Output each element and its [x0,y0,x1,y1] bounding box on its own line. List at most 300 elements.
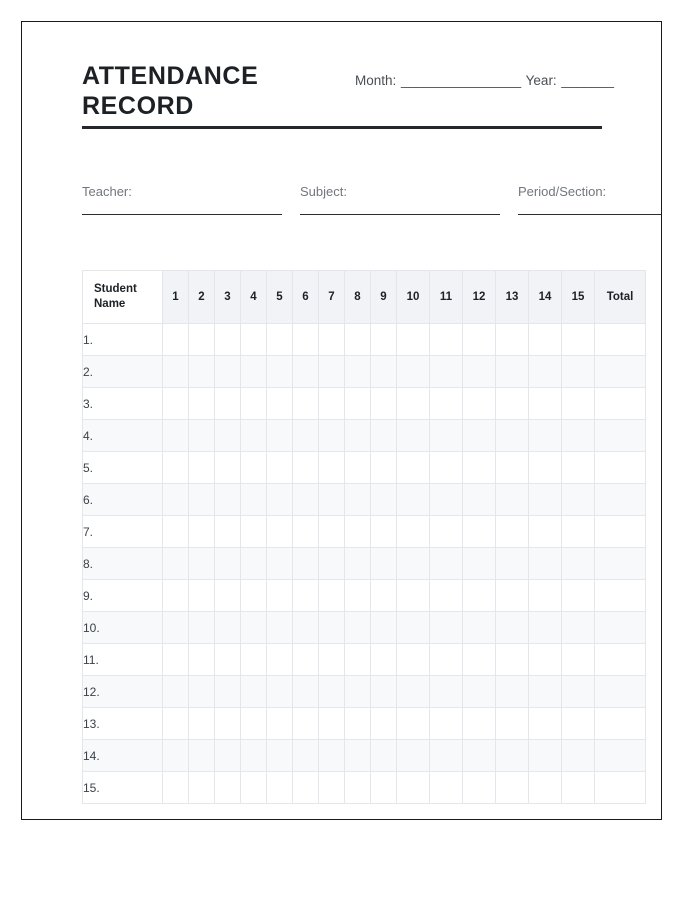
attendance-mark-cell[interactable] [267,356,293,388]
header-total: Total [595,271,646,324]
attendance-mark-cell[interactable] [293,644,319,676]
attendance-mark-cell[interactable] [496,708,529,740]
student-name-cell[interactable]: 9. [83,580,163,612]
attendance-mark-cell[interactable] [397,548,430,580]
header-day-9: 9 [371,271,397,324]
header-day-15: 15 [562,271,595,324]
attendance-mark-cell[interactable] [562,388,595,420]
attendance-mark-cell[interactable] [562,676,595,708]
attendance-mark-cell[interactable] [529,484,562,516]
attendance-mark-cell[interactable] [319,452,345,484]
table-row [83,452,646,484]
attendance-mark-cell[interactable] [189,740,215,772]
attendance-mark-cell[interactable] [293,612,319,644]
attendance-mark-cell[interactable] [463,516,496,548]
table-row [83,708,646,740]
attendance-mark-cell[interactable] [189,708,215,740]
attendance-mark-cell[interactable] [189,676,215,708]
attendance-mark-cell[interactable] [371,772,397,804]
attendance-mark-cell[interactable] [293,324,319,356]
attendance-mark-cell[interactable] [215,324,241,356]
attendance-mark-cell[interactable] [293,484,319,516]
table-header-row [83,271,646,324]
attendance-mark-cell[interactable] [163,324,189,356]
student-name-cell[interactable]: 15. [83,772,163,804]
row-total-cell[interactable] [595,388,646,420]
attendance-mark-cell[interactable] [267,676,293,708]
row-total-cell[interactable] [595,324,646,356]
attendance-mark-cell[interactable] [463,740,496,772]
attendance-mark-cell[interactable] [562,772,595,804]
attendance-mark-cell[interactable] [397,388,430,420]
attendance-mark-cell[interactable] [430,356,463,388]
attendance-mark-cell[interactable] [496,516,529,548]
attendance-mark-cell[interactable] [215,548,241,580]
attendance-mark-cell[interactable] [371,580,397,612]
row-total-cell[interactable] [595,676,646,708]
attendance-mark-cell[interactable] [562,324,595,356]
row-total-cell[interactable] [595,740,646,772]
student-name-cell[interactable]: 12. [83,676,163,708]
attendance-mark-cell[interactable] [215,516,241,548]
attendance-mark-cell[interactable] [241,452,267,484]
attendance-mark-cell[interactable] [163,644,189,676]
student-name-cell[interactable]: 6. [83,484,163,516]
attendance-mark-cell[interactable] [371,676,397,708]
attendance-mark-cell[interactable] [163,548,189,580]
attendance-mark-cell[interactable] [529,420,562,452]
attendance-mark-cell[interactable] [529,644,562,676]
row-total-cell[interactable] [595,708,646,740]
attendance-mark-cell[interactable] [496,772,529,804]
header-day-1: 1 [163,271,189,324]
attendance-mark-cell[interactable] [397,612,430,644]
attendance-mark-cell[interactable] [529,516,562,548]
attendance-mark-cell[interactable] [267,644,293,676]
attendance-mark-cell[interactable] [430,388,463,420]
attendance-mark-cell[interactable] [189,420,215,452]
header-day-5: 5 [267,271,293,324]
row-total-cell[interactable] [595,484,646,516]
attendance-mark-cell[interactable] [189,772,215,804]
attendance-mark-cell[interactable] [189,324,215,356]
attendance-mark-cell[interactable] [463,356,496,388]
table-row [83,676,646,708]
header-day-10: 10 [397,271,430,324]
attendance-mark-cell[interactable] [293,708,319,740]
student-name-cell[interactable]: 10. [83,612,163,644]
attendance-mark-cell[interactable] [562,580,595,612]
subject-field[interactable] [300,184,518,215]
attendance-mark-cell[interactable] [397,708,430,740]
attendance-mark-cell[interactable] [163,356,189,388]
attendance-mark-cell[interactable] [397,484,430,516]
attendance-mark-cell[interactable] [215,484,241,516]
attendance-mark-cell[interactable] [241,644,267,676]
attendance-mark-cell[interactable] [293,676,319,708]
attendance-mark-cell[interactable] [463,452,496,484]
attendance-mark-cell[interactable] [529,740,562,772]
header-day-7: 7 [319,271,345,324]
page-title-line-2: RECORD [82,91,194,120]
attendance-mark-cell[interactable] [371,324,397,356]
attendance-mark-cell[interactable] [215,452,241,484]
attendance-mark-cell[interactable] [293,740,319,772]
attendance-mark-cell[interactable] [463,420,496,452]
attendance-mark-cell[interactable] [397,644,430,676]
attendance-mark-cell[interactable] [267,772,293,804]
header-student-name: Student Name [83,271,163,324]
attendance-mark-cell[interactable] [562,452,595,484]
attendance-mark-cell[interactable] [293,772,319,804]
attendance-mark-cell[interactable] [163,708,189,740]
table-row [83,740,646,772]
attendance-mark-cell[interactable] [463,772,496,804]
attendance-mark-cell[interactable] [163,740,189,772]
student-name-cell[interactable]: 4. [83,420,163,452]
attendance-mark-cell[interactable] [293,580,319,612]
attendance-mark-cell[interactable] [371,740,397,772]
teacher-field[interactable] [82,184,300,215]
attendance-mark-cell[interactable] [496,356,529,388]
attendance-mark-cell[interactable] [345,388,371,420]
attendance-mark-cell[interactable] [215,388,241,420]
attendance-mark-cell[interactable] [319,548,345,580]
attendance-mark-cell[interactable] [345,484,371,516]
attendance-mark-cell[interactable] [293,356,319,388]
attendance-mark-cell[interactable] [189,388,215,420]
table-row [83,612,646,644]
header-day-3: 3 [215,271,241,324]
attendance-mark-cell[interactable] [463,708,496,740]
attendance-mark-cell[interactable] [397,356,430,388]
attendance-mark-cell[interactable] [345,324,371,356]
attendance-mark-cell[interactable] [562,740,595,772]
attendance-mark-cell[interactable] [267,612,293,644]
attendance-mark-cell[interactable] [215,580,241,612]
attendance-mark-cell[interactable] [215,740,241,772]
attendance-mark-cell[interactable] [319,708,345,740]
attendance-mark-cell[interactable] [241,676,267,708]
attendance-mark-cell[interactable] [319,644,345,676]
header-day-11: 11 [430,271,463,324]
attendance-mark-cell[interactable] [463,644,496,676]
attendance-mark-cell[interactable] [529,388,562,420]
attendance-mark-cell[interactable] [496,452,529,484]
attendance-mark-cell[interactable] [319,612,345,644]
attendance-mark-cell[interactable] [496,612,529,644]
attendance-mark-cell[interactable] [397,324,430,356]
attendance-mark-cell[interactable] [463,324,496,356]
month-year-field[interactable]: Month: ________________ Year: _______ [355,73,614,88]
table-row [83,388,646,420]
attendance-mark-cell[interactable] [241,708,267,740]
period-section-write-line[interactable] [518,214,662,215]
attendance-mark-cell[interactable] [215,772,241,804]
attendance-mark-cell[interactable] [267,452,293,484]
row-total-cell[interactable] [595,516,646,548]
attendance-mark-cell[interactable] [189,644,215,676]
attendance-mark-cell[interactable] [463,676,496,708]
student-name-cell[interactable]: 1. [83,324,163,356]
subject-label: Subject: [300,184,347,199]
attendance-mark-cell[interactable] [345,356,371,388]
period-section-field[interactable] [518,184,662,215]
row-total-cell[interactable] [595,644,646,676]
attendance-mark-cell[interactable] [397,772,430,804]
title-block [82,62,622,128]
attendance-mark-cell[interactable] [319,516,345,548]
attendance-mark-cell[interactable] [163,484,189,516]
attendance-mark-cell[interactable] [371,548,397,580]
row-total-cell[interactable] [595,612,646,644]
attendance-mark-cell[interactable] [267,420,293,452]
attendance-table-head [83,271,646,324]
attendance-mark-cell[interactable] [215,420,241,452]
attendance-mark-cell[interactable] [529,580,562,612]
attendance-mark-cell[interactable] [241,612,267,644]
attendance-mark-cell[interactable] [562,708,595,740]
student-name-cell[interactable]: 5. [83,452,163,484]
table-row [83,420,646,452]
attendance-mark-cell[interactable] [345,516,371,548]
attendance-mark-cell[interactable] [215,612,241,644]
table-row [83,548,646,580]
attendance-mark-cell[interactable] [371,388,397,420]
attendance-mark-cell[interactable] [463,612,496,644]
attendance-mark-cell[interactable] [496,580,529,612]
attendance-mark-cell[interactable] [371,612,397,644]
attendance-mark-cell[interactable] [215,676,241,708]
row-total-cell[interactable] [595,420,646,452]
attendance-mark-cell[interactable] [215,356,241,388]
attendance-mark-cell[interactable] [430,516,463,548]
attendance-mark-cell[interactable] [189,516,215,548]
attendance-mark-cell[interactable] [319,356,345,388]
attendance-mark-cell[interactable] [241,772,267,804]
attendance-mark-cell[interactable] [496,388,529,420]
attendance-mark-cell[interactable] [163,612,189,644]
attendance-mark-cell[interactable] [163,420,189,452]
attendance-mark-cell[interactable] [345,580,371,612]
attendance-mark-cell[interactable] [371,420,397,452]
attendance-mark-cell[interactable] [430,644,463,676]
attendance-mark-cell[interactable] [562,548,595,580]
attendance-mark-cell[interactable] [430,452,463,484]
attendance-mark-cell[interactable] [463,388,496,420]
attendance-mark-cell[interactable] [562,516,595,548]
attendance-mark-cell[interactable] [267,708,293,740]
row-total-cell[interactable] [595,772,646,804]
attendance-mark-cell[interactable] [345,708,371,740]
attendance-mark-cell[interactable] [397,420,430,452]
attendance-mark-cell[interactable] [293,388,319,420]
attendance-mark-cell[interactable] [319,676,345,708]
meta-fields-row [82,184,662,215]
attendance-mark-cell[interactable] [189,452,215,484]
attendance-mark-cell[interactable] [345,420,371,452]
attendance-mark-cell[interactable] [496,740,529,772]
attendance-mark-cell[interactable] [529,612,562,644]
subject-write-line[interactable] [300,214,500,215]
attendance-mark-cell[interactable] [163,452,189,484]
attendance-mark-cell[interactable] [463,548,496,580]
attendance-mark-cell[interactable] [562,356,595,388]
row-total-cell[interactable] [595,356,646,388]
attendance-mark-cell[interactable] [562,484,595,516]
attendance-mark-cell[interactable] [430,580,463,612]
attendance-mark-cell[interactable] [371,484,397,516]
attendance-mark-cell[interactable] [345,612,371,644]
attendance-mark-cell[interactable] [319,484,345,516]
teacher-write-line[interactable] [82,214,282,215]
attendance-mark-cell[interactable] [319,324,345,356]
attendance-mark-cell[interactable] [345,644,371,676]
header-day-4: 4 [241,271,267,324]
attendance-mark-cell[interactable] [496,548,529,580]
attendance-mark-cell[interactable] [267,516,293,548]
attendance-mark-cell[interactable] [430,740,463,772]
header-day-13: 13 [496,271,529,324]
attendance-mark-cell[interactable] [267,324,293,356]
attendance-mark-cell[interactable] [371,644,397,676]
student-name-cell[interactable]: 2. [83,356,163,388]
attendance-mark-cell[interactable] [463,484,496,516]
attendance-mark-cell[interactable] [241,356,267,388]
student-name-cell[interactable]: 3. [83,388,163,420]
attendance-mark-cell[interactable] [163,516,189,548]
row-total-cell[interactable] [595,452,646,484]
table-row [83,356,646,388]
attendance-mark-cell[interactable] [345,452,371,484]
attendance-mark-cell[interactable] [529,676,562,708]
attendance-mark-cell[interactable] [529,324,562,356]
attendance-mark-cell[interactable] [319,420,345,452]
attendance-mark-cell[interactable] [397,740,430,772]
attendance-mark-cell[interactable] [189,484,215,516]
attendance-mark-cell[interactable] [529,452,562,484]
header-day-6: 6 [293,271,319,324]
attendance-mark-cell[interactable] [189,548,215,580]
attendance-mark-cell[interactable] [267,548,293,580]
attendance-mark-cell[interactable] [215,644,241,676]
student-name-cell[interactable]: 7. [83,516,163,548]
attendance-mark-cell[interactable] [496,676,529,708]
attendance-mark-cell[interactable] [267,388,293,420]
attendance-mark-cell[interactable] [267,484,293,516]
attendance-mark-cell[interactable] [241,324,267,356]
attendance-mark-cell[interactable] [430,324,463,356]
attendance-mark-cell[interactable] [397,516,430,548]
attendance-mark-cell[interactable] [463,580,496,612]
attendance-mark-cell[interactable] [241,484,267,516]
attendance-mark-cell[interactable] [189,356,215,388]
attendance-mark-cell[interactable] [371,452,397,484]
attendance-mark-cell[interactable] [163,388,189,420]
attendance-mark-cell[interactable] [189,612,215,644]
attendance-mark-cell[interactable] [319,388,345,420]
student-name-cell[interactable]: 11. [83,644,163,676]
attendance-mark-cell[interactable] [241,580,267,612]
attendance-mark-cell[interactable] [397,452,430,484]
attendance-mark-cell[interactable] [163,676,189,708]
attendance-mark-cell[interactable] [430,676,463,708]
attendance-mark-cell[interactable] [241,740,267,772]
attendance-mark-cell[interactable] [241,420,267,452]
attendance-mark-cell[interactable] [345,740,371,772]
attendance-mark-cell[interactable] [345,676,371,708]
attendance-mark-cell[interactable] [215,708,241,740]
attendance-mark-cell[interactable] [529,356,562,388]
attendance-mark-cell[interactable] [496,324,529,356]
attendance-mark-cell[interactable] [345,772,371,804]
attendance-mark-cell[interactable] [430,772,463,804]
table-row [83,516,646,548]
page-title-line-1: ATTENDANCE [82,62,259,90]
header-day-12: 12 [463,271,496,324]
attendance-table-body [83,324,646,804]
attendance-mark-cell[interactable] [430,420,463,452]
attendance-mark-cell[interactable] [267,580,293,612]
attendance-mark-cell[interactable] [430,708,463,740]
attendance-mark-cell[interactable] [371,516,397,548]
row-total-cell[interactable] [595,548,646,580]
attendance-mark-cell[interactable] [267,740,293,772]
attendance-mark-cell[interactable] [293,452,319,484]
student-name-cell[interactable]: 8. [83,548,163,580]
attendance-mark-cell[interactable] [430,548,463,580]
row-total-cell[interactable] [595,580,646,612]
attendance-mark-cell[interactable] [163,580,189,612]
student-name-cell[interactable]: 14. [83,740,163,772]
attendance-mark-cell[interactable] [562,612,595,644]
attendance-mark-cell[interactable] [397,580,430,612]
attendance-mark-cell[interactable] [319,580,345,612]
attendance-mark-cell[interactable] [345,548,371,580]
page-title [82,62,332,121]
attendance-mark-cell[interactable] [496,644,529,676]
attendance-mark-cell[interactable] [163,772,189,804]
attendance-mark-cell[interactable] [397,676,430,708]
attendance-mark-cell[interactable] [371,708,397,740]
attendance-mark-cell[interactable] [319,740,345,772]
title-divider [82,126,602,129]
attendance-mark-cell[interactable] [430,612,463,644]
page-content [82,62,661,819]
attendance-mark-cell[interactable] [562,644,595,676]
attendance-mark-cell[interactable] [319,772,345,804]
attendance-mark-cell[interactable] [562,420,595,452]
header-day-2: 2 [189,271,215,324]
attendance-mark-cell[interactable] [371,356,397,388]
attendance-mark-cell[interactable] [529,548,562,580]
printable-page [21,21,662,820]
attendance-mark-cell[interactable] [241,388,267,420]
attendance-mark-cell[interactable] [496,420,529,452]
student-name-cell[interactable]: 13. [83,708,163,740]
table-row [83,324,646,356]
attendance-mark-cell[interactable] [430,484,463,516]
attendance-mark-cell[interactable] [241,548,267,580]
attendance-mark-cell[interactable] [496,484,529,516]
attendance-mark-cell[interactable] [293,420,319,452]
attendance-mark-cell[interactable] [293,516,319,548]
attendance-mark-cell[interactable] [241,516,267,548]
attendance-mark-cell[interactable] [189,580,215,612]
attendance-mark-cell[interactable] [529,708,562,740]
attendance-mark-cell[interactable] [293,548,319,580]
attendance-mark-cell[interactable] [529,772,562,804]
